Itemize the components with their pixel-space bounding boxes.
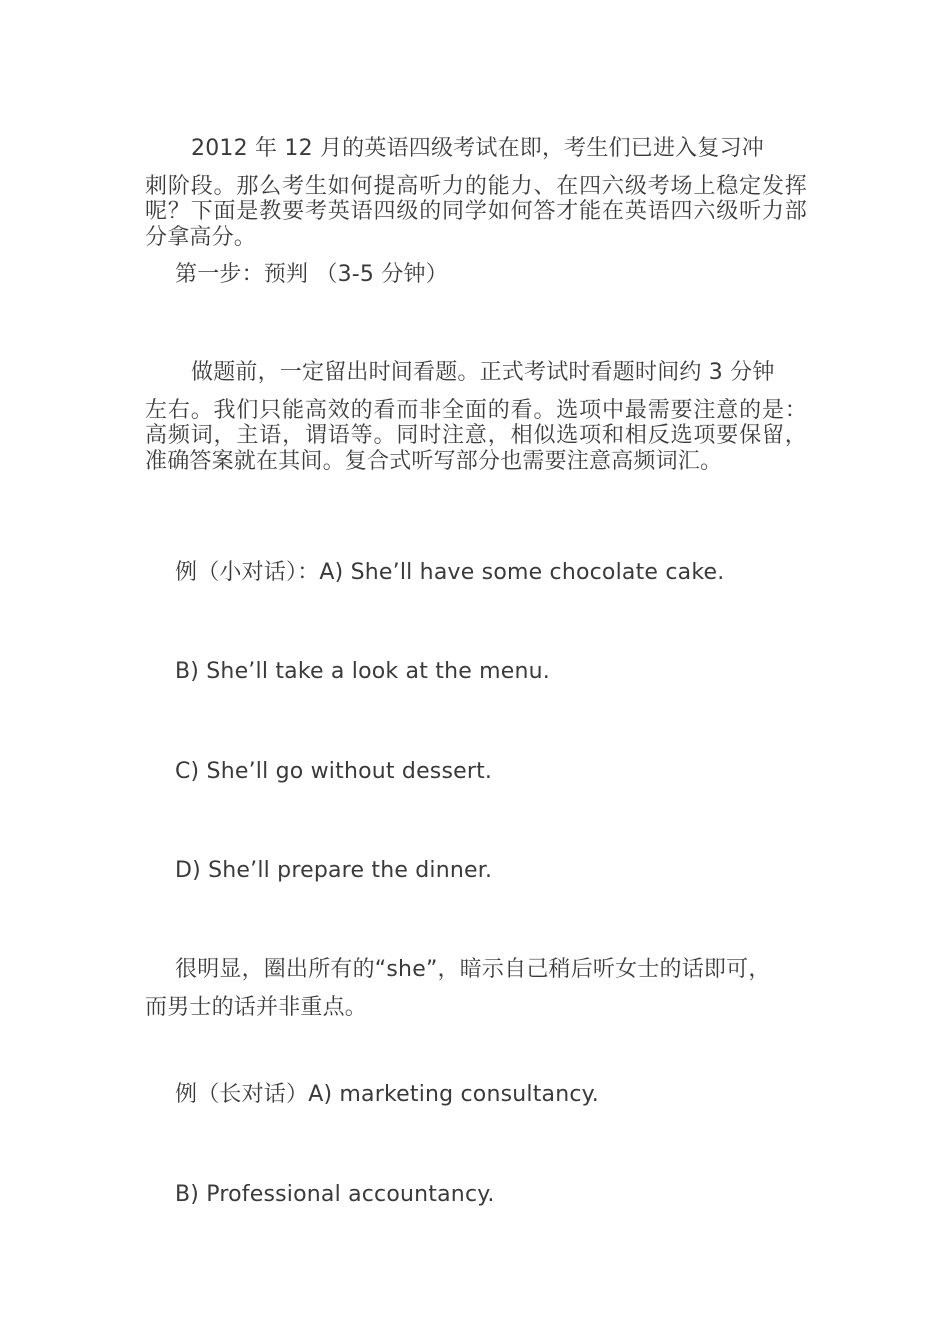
example-short-option-d: D) She’ll prepare the dinner. <box>175 858 493 883</box>
explanation-line-1: 很明显，圈出所有的“she”，暗示自己稍后听女士的话即可， <box>175 957 771 982</box>
step1-heading: 第一步：预判 （3-5 分钟） <box>175 262 448 287</box>
example-long-option-b: B) Professional accountancy. <box>175 1182 495 1207</box>
example-short-option-b: B) She’ll take a look at the menu. <box>175 659 550 684</box>
intro-paragraph <box>145 136 807 250</box>
example-short-option-c: C) She’ll go without dessert. <box>175 759 493 784</box>
intro-rest: 刺阶段。那么考生如何提高听力的能力、在四六级考场上稳定发挥呢？下面是教要考英语四级的同学如何答才能在英语四六级听力部分拿高分。 <box>145 173 807 250</box>
intro-line-1: 2012 年 12 月的英语四级考试在即，考生们已进入复习冲 <box>191 136 764 161</box>
example-short-label: 例（小对话）：A) She’ll have some chocolate cake. <box>175 560 725 585</box>
step1-line-1: 做题前，一定留出时间看题。正式考试时看题时间约 3 分钟 <box>191 360 775 385</box>
step1-rest: 左右。我们只能高效的看而非全面的看。选项中最需要注意的是：高频词，主语，谓语等。同时注意，相似选项和相反选项要保留，准确答案就在其间。复合式听写部分也需要注意高频词汇。 <box>145 397 807 474</box>
example-long-label: 例（长对话）A) marketing consultancy. <box>175 1082 599 1107</box>
explanation-line-2: 而男士的话并非重点。 <box>145 995 368 1020</box>
step1-paragraph <box>145 360 807 474</box>
